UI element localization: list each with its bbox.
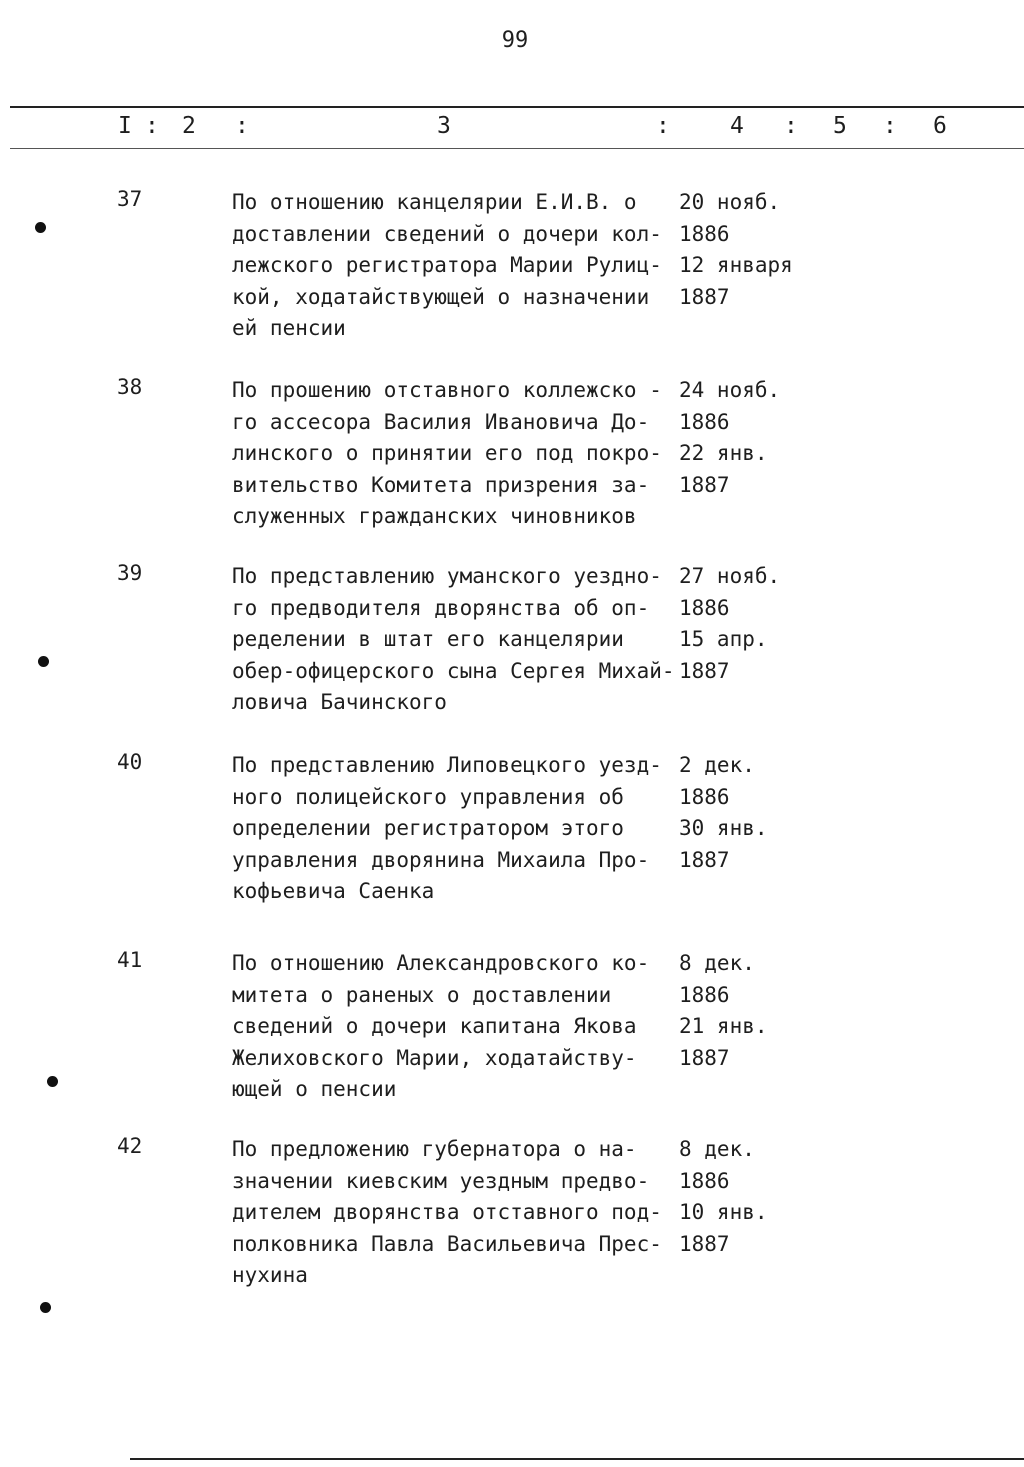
start-year: 1886 — [679, 221, 730, 246]
description-line: ловича Бачинского — [232, 690, 447, 715]
column-header-6: 6 — [933, 113, 947, 139]
description-line: По отношению канцелярии Е.И.В. о — [232, 190, 637, 214]
end-year: 1887 — [679, 1231, 730, 1256]
description-line: нухина — [232, 1263, 308, 1288]
entry-description — [232, 948, 672, 1106]
column-header-2: 2 — [182, 113, 196, 139]
end-date: 21 янв. — [679, 1014, 768, 1039]
description-line: ределении в штат его канцелярии — [232, 627, 624, 652]
entry-description — [232, 187, 672, 345]
start-year: 1886 — [679, 982, 730, 1007]
description-line: линского о принятии его под покро- — [232, 441, 662, 466]
description-line: обер-офицерского сына Сергея Михай- — [232, 658, 675, 683]
entry-row — [0, 1134, 1024, 1314]
entry-dates — [679, 187, 809, 313]
description-line: вительство Комитета призрения за- — [232, 472, 650, 497]
end-date: 22 янв. — [679, 441, 768, 466]
description-line: дителем дворянства отставного под- — [232, 1200, 662, 1225]
binding-hole — [35, 222, 46, 233]
entry-dates — [679, 750, 809, 876]
entry-number: 41 — [117, 948, 143, 972]
start-date: 20 нояб. — [679, 190, 781, 214]
entry-row — [0, 375, 1024, 555]
description-line: служенных гражданских чиновников — [232, 504, 637, 529]
description-line: управления дворянина Михаила Про- — [232, 847, 650, 872]
description-line: сведений о дочери капитана Якова — [232, 1014, 637, 1039]
description-line: го предводителя дворянства об оп- — [232, 595, 650, 620]
column-separator: : — [235, 113, 249, 139]
description-line: митета о раненых о доставлении — [232, 982, 612, 1007]
description-line: Желиховского Марии, ходатайству- — [232, 1045, 637, 1070]
description-line: По предложению губернатора о на- — [232, 1137, 637, 1161]
entry-row — [0, 561, 1024, 741]
description-line: кофьевича Саенка — [232, 879, 435, 904]
description-line: полковника Павла Васильевича Прес- — [232, 1231, 662, 1256]
start-year: 1886 — [679, 595, 730, 620]
header-underline — [10, 148, 1024, 149]
entry-number: 37 — [117, 187, 143, 211]
entry-description — [232, 1134, 672, 1292]
entry-dates — [679, 948, 809, 1074]
end-year: 1887 — [679, 1045, 730, 1070]
column-header-1: I — [118, 113, 132, 139]
description-line: ей пенсии — [232, 316, 346, 341]
column-separator: : — [784, 113, 798, 139]
start-year: 1886 — [679, 409, 730, 434]
end-date: 30 янв. — [679, 816, 768, 841]
description-line: лежского регистратора Марии Рулиц- — [232, 253, 662, 278]
start-date: 8 дек. — [679, 1137, 755, 1161]
column-separator: : — [883, 113, 897, 139]
top-rule — [10, 106, 1024, 108]
description-line: значении киевским уездным предво- — [232, 1168, 650, 1193]
column-separator: : — [656, 113, 670, 139]
entry-number: 42 — [117, 1134, 143, 1158]
entry-description — [232, 750, 672, 908]
description-line: определении регистратором этого — [232, 816, 624, 841]
end-date: 10 янв. — [679, 1200, 768, 1225]
start-year: 1886 — [679, 1168, 730, 1193]
entry-row — [0, 187, 1024, 367]
entry-number: 39 — [117, 561, 143, 585]
description-line: ного полицейского управления об — [232, 784, 624, 809]
end-year: 1887 — [679, 472, 730, 497]
column-separator: : — [145, 113, 159, 139]
start-date: 24 нояб. — [679, 378, 781, 402]
description-line: кой, ходатайствующей о назначении — [232, 284, 650, 309]
end-year: 1887 — [679, 847, 730, 872]
description-line: го ассесора Василия Ивановича До- — [232, 409, 650, 434]
description-line: По представлению уманского уездно- — [232, 564, 662, 588]
binding-hole — [47, 1076, 58, 1087]
page-number: 99 — [501, 28, 529, 53]
entry-dates — [679, 1134, 809, 1260]
entry-description — [232, 375, 672, 533]
description-line: доставлении сведений о дочери кол- — [232, 221, 662, 246]
start-date: 8 дек. — [679, 951, 755, 975]
entry-dates — [679, 375, 809, 501]
column-header-4: 4 — [730, 113, 744, 139]
end-year: 1887 — [679, 658, 730, 683]
start-year: 1886 — [679, 784, 730, 809]
entry-number: 38 — [117, 375, 143, 399]
end-date: 12 января — [679, 253, 793, 278]
end-year: 1887 — [679, 284, 730, 309]
description-line: По отношению Александровского ко- — [232, 951, 650, 975]
end-date: 15 апр. — [679, 627, 768, 652]
binding-hole — [40, 1302, 51, 1313]
entry-row — [0, 948, 1024, 1128]
bottom-rule — [130, 1458, 1024, 1460]
binding-hole — [38, 656, 49, 667]
entry-number: 40 — [117, 750, 143, 774]
column-header-5: 5 — [833, 113, 847, 139]
description-line: По представлению Липовецкого уезд- — [232, 753, 662, 777]
description-line: По прошению отставного коллежско - — [232, 378, 662, 402]
start-date: 2 дек. — [679, 753, 755, 777]
column-header-3: 3 — [437, 113, 451, 139]
entry-description — [232, 561, 675, 719]
start-date: 27 нояб. — [679, 564, 781, 588]
description-line: ющей о пенсии — [232, 1077, 397, 1102]
entry-row — [0, 750, 1024, 930]
entry-dates — [679, 561, 809, 687]
